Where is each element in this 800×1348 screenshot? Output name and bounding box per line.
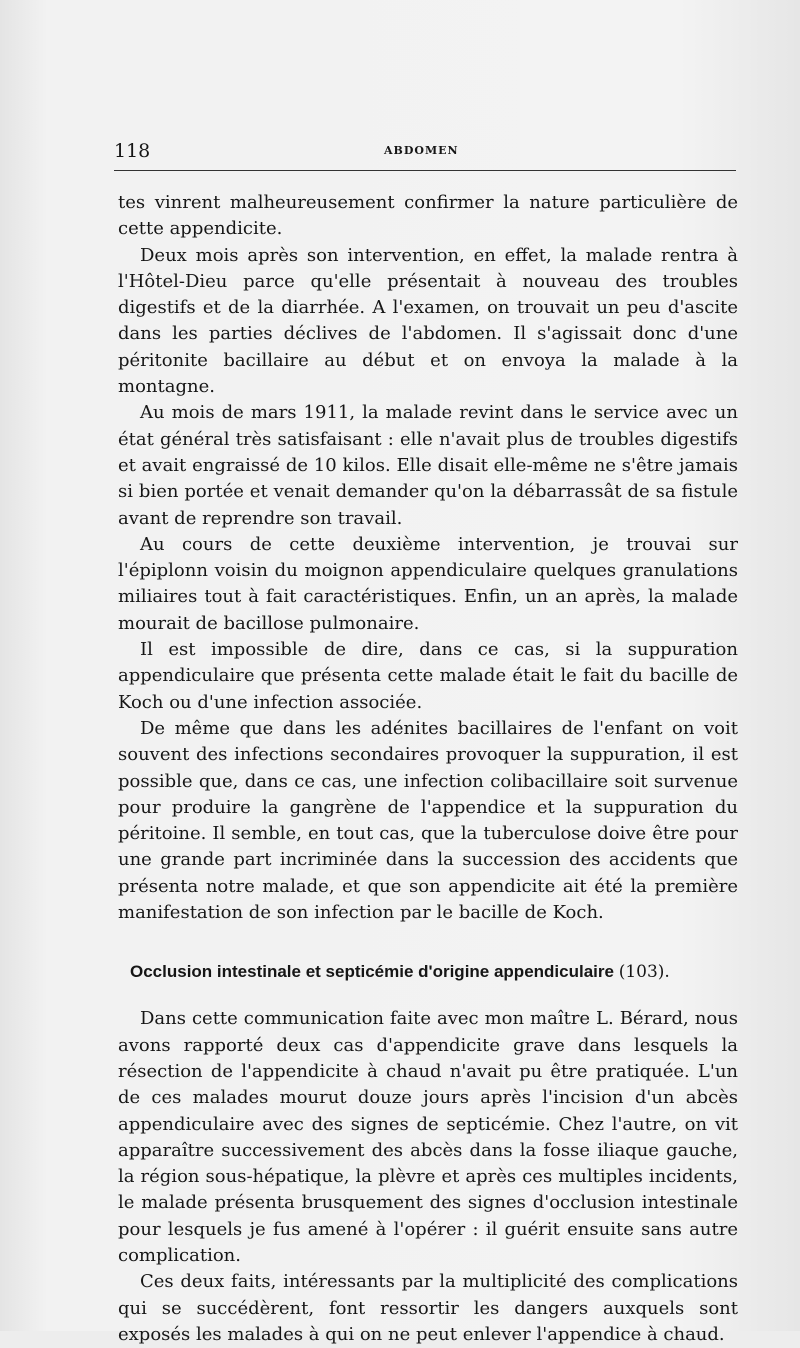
paragraph: Deux mois après son intervention, en effet, la malade rentra à l'Hôtel-Dieu parce qu'elle présentait à nouveau des troubles digestifs et de la diarrhée. A l'examen, on trouvait un peu d'ascite dans les parties déclives de l'abdomen. Il s'agissait donc d'une péritonite bacillaire au début et on envoya la malade à la montagne. [118, 244, 738, 398]
section-paragraph: Dans cette communication faite avec mon maître L. Bérard, nous avons rapporté deux cas d'appendicite grave dans lesquels la résection de l'appendicite à chaud n'avait pu être pratiquée. L'un de ces malades mourut douze jours après l'incision d'un abcès appendiculaire avec des signes de septicémie. Chez l'autre, on vit apparaître successivement des abcès dans la fosse iliaque gauche, la région sous-hépatique, la plèvre et après ces multiples incidents, le malade présenta brusquement des signes d'occlusion intestinale pour lesquels je fus amené à l'opérer : il guérit ensuite sans autre complication. [118, 1008, 738, 1266]
page-header [114, 140, 736, 168]
section-reference: (103). [618, 962, 670, 983]
section-heading-text: Occlusion intestinale et septicémie d'origine appendiculaire [130, 962, 614, 982]
paragraph: De même que dans les adénites bacillaires de l'enfant on voit souvent des infections secondaires provoquer la suppuration, il est possible que, dans ce cas, une infection colibacillaire soit survenue pour produire la gangrène de l'appendice et la suppuration du péritoine. Il semble, en tout cas, que la tuberculose doive être pour une grande part incriminée dans la succession des accidents que présenta notre malade, et que son appendicite ait été la première manifestation de son infection par le bacille de Koch. [118, 717, 738, 924]
page-body [118, 190, 738, 1348]
section-paragraph: Ces deux faits, intéressants par la multiplicité des complications qui se succédèrent, font ressortir les dangers auxquels sont exposés les malades à qui on ne peut enlever l'appendice à chaud. [118, 1271, 738, 1345]
paragraph: tes vinrent malheureusement confirmer la nature particulière de cette appendicite. [118, 192, 738, 240]
paragraph: Il est impossible de dire, dans ce cas, si la suppuration appendiculaire que présenta cette malade était le fait du bacille de Koch ou d'une infection associée. [118, 639, 738, 713]
running-title: ABDOMEN [384, 144, 459, 157]
header-rule [114, 170, 736, 171]
paragraph: Au mois de mars 1911, la malade revint dans le service avec un état général très satisfaisant : elle n'avait plus de troubles digestifs et avait engraissé de 10 kilos. Elle disait elle-même ne s'être jamais si bien portée et venait demander qu'on la débarrassât de sa fistule avant de reprendre son travail. [118, 402, 738, 529]
paragraph: Au cours de cette deuxième intervention, je trouvai sur l'épiplonn voisin du moignon appendiculaire quelques granulations miliaires tout à fait caractéristiques. Enfin, un an après, la malade mourait de bacillose pulmonaire. [118, 533, 738, 634]
section-heading [130, 960, 738, 984]
page-number: 118 [114, 140, 151, 162]
